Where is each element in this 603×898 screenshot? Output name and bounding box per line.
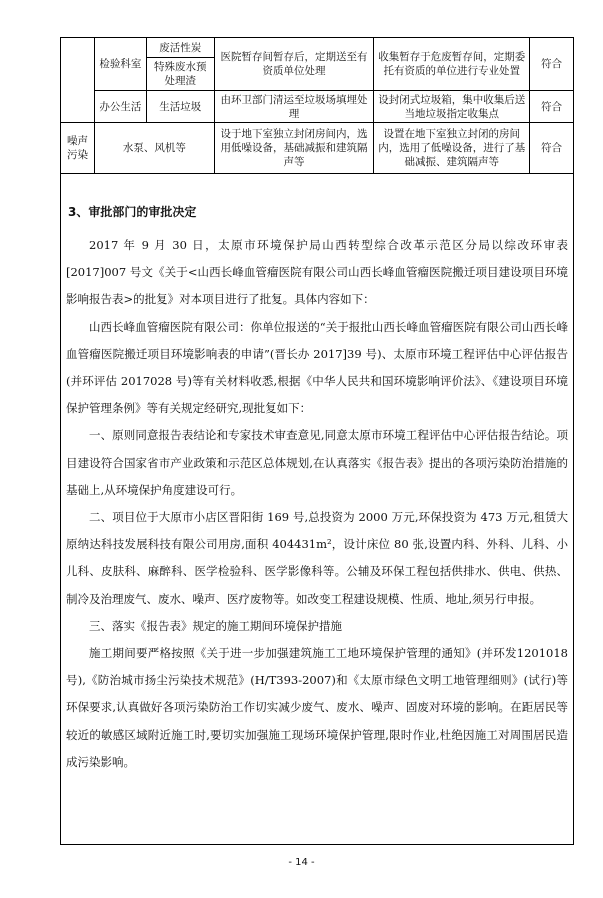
table-cell: 设于地下室独立封闭房间内，选用低噪设备，基础减振和建筑隔声等 (214, 123, 374, 174)
body-text (66, 232, 568, 776)
page-number: - 14 - (288, 857, 315, 868)
table-cell: 废活性炭 (146, 38, 214, 58)
table-cell: 医院暂存间暂存后，定期送至有资质单位处理 (214, 38, 374, 91)
table-cell: 收集暂存于危废暂存间，定期委托有资质的单位进行专业处置 (374, 38, 530, 91)
section-title: 3、审批部门的审批决定 (68, 205, 197, 219)
table-row (61, 123, 574, 174)
paragraph: 一、原则同意报告表结论和专家技术审查意见,同意太原市环境工程评估中心评估报告结论。项目建设符合国家省市产业政策和示范区总体规划,在认真落实《报告表》提出的各项污染防治措施的基础上,从环境保护角度建设可行。 (66, 428, 568, 497)
paragraph: 施工期间要严格按照《关于进一步加强建筑施工工地环境保护管理的通知》(并环发1201018 号),《防治城市扬尘污染技术规范》(H/T393-2007)和《太原市绿色文明工地管理细则》(试行)等环保要求,认真做好各项污染防治工作切实减少废气、废水、噪声、固废对环境的影响。在距居民等较近的敏感区域附近施工时,要切实加强施工现场环境保护管理,限时作业,杜绝因施工对周围居民造成污染影响。 (66, 646, 568, 769)
table-cell: 生活垃圾 (146, 91, 214, 123)
table-cell: 符合 (530, 38, 574, 91)
table-cell: 办公生活 (94, 91, 146, 123)
table-cell: 设封闭式垃圾箱，集中收集后送当地垃圾指定收集点 (374, 91, 530, 123)
table-row (61, 91, 574, 123)
table-cell (61, 38, 95, 123)
table-cell: 检验科室 (94, 38, 146, 91)
table-cell: 设置在地下室独立封闭的房间内，选用了低噪设备，进行了基础减振、建筑隔声等 (374, 123, 530, 174)
table-cell: 符合 (530, 123, 574, 174)
paragraph: 2017 年 9 月 30 日，太原市环境保护局山西转型综合改革示范区分局以综改环审表[2017]007 号文《关于<山西长峰血管瘤医院有限公司山西长峰血管瘤医院搬迁项目建设项目环境影响报告表>的批复》对本项目进行了批复。具体内容如下： (66, 238, 568, 307)
paragraph: 山西长峰血管瘤医院有限公司：你单位报送的“关于报批山西长峰血管瘤医院有限公司山西长峰血管瘤医院搬迁项目环境影响表的申请”(晋长办 2017]39 号)、太原市环境工程评估中心评估报告(并环评估 2017028 号)等有关材料收悉,根据《中华人民共和国环境影响评价法》、《建设项目环境保护管理条例》等有关规定经研究,现批复如下： (66, 319, 568, 416)
paragraph: 二、项目位于大原市小店区晋阳街 169 号,总投资为 2000 万元,环保投资为 473 万元,租赁大原纳达科技发展科技有限公司用房,面积 404431m²，设计床位 80 张,设置内科、外科、儿科、小儿科、皮肤科、麻醉科、医学检验科、医学影像科等。公辅及环保工程包括供排水、供电、供热、制冷及治理废气、废水、噪声、医疗废物等。如改变工程建设规模、性质、地址,须另行申报。 (66, 510, 568, 606)
table-cell: 由环卫部门清运至垃圾场填埋处理 (214, 91, 374, 123)
paragraph: 三、落实《报告表》规定的施工期间环境保护措施 (89, 618, 342, 633)
table-cell: 符合 (530, 91, 574, 123)
table-cell: 特殊废水预处理渣 (146, 58, 214, 91)
table-cell: 水泵、风机等 (94, 123, 214, 174)
table-row (61, 38, 574, 58)
environmental-measures-table (60, 37, 574, 174)
table-cell: 噪声污染 (61, 123, 95, 174)
